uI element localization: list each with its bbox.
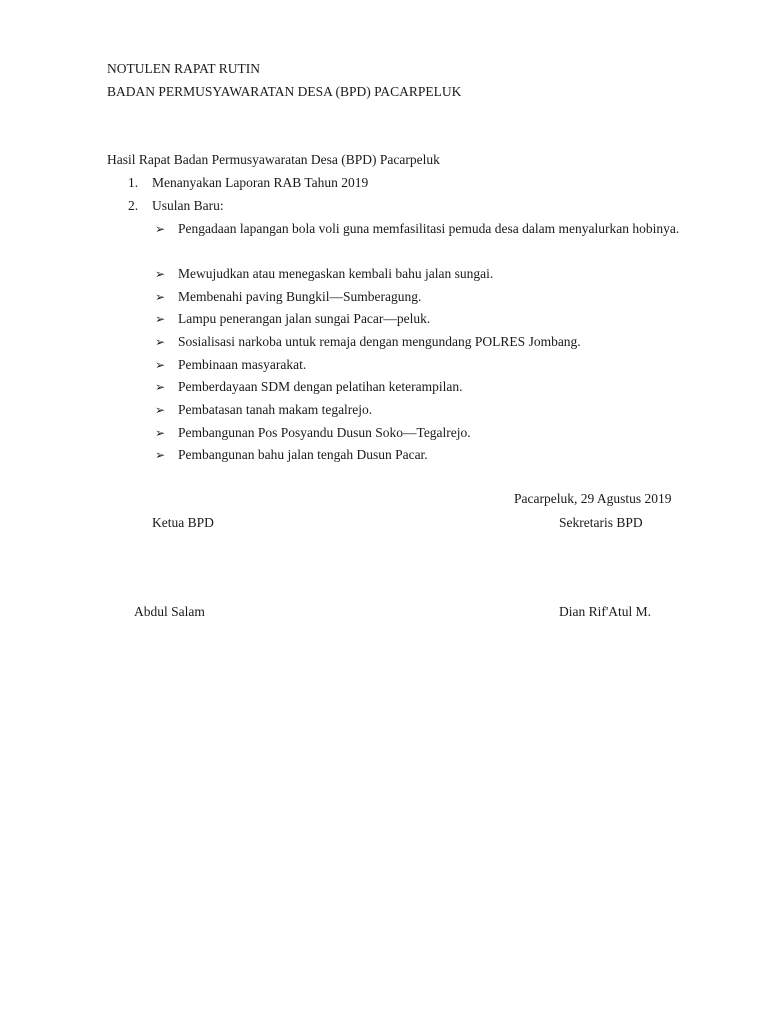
proposal-item [155, 310, 700, 331]
arrow-bullet-icon: ➢ [155, 222, 166, 236]
proposal-text: Pengadaan lapangan bola voli guna memfasilitasi pemuda desa dalam menyalurkan hobinya. [178, 221, 680, 236]
proposal-item [155, 288, 700, 309]
proposal-text: Lampu penerangan jalan sungai Pacar—peluk. [178, 311, 431, 326]
proposal-text: Pembangunan Pos Posyandu Dusun Soko—Tegalrejo. [178, 425, 471, 440]
arrow-bullet-icon: ➢ [155, 403, 166, 417]
document-title: NOTULEN RAPAT RUTIN [107, 61, 261, 76]
document-subtitle: BADAN PERMUSYAWARATAN DESA (BPD) PACARPELUK [107, 84, 462, 99]
proposal-item [155, 265, 700, 286]
item-text: Menanyakan Laporan RAB Tahun 2019 [152, 175, 369, 190]
arrow-bullet-icon: ➢ [155, 312, 166, 326]
arrow-bullet-icon: ➢ [155, 448, 166, 462]
proposal-item [155, 446, 700, 467]
intro-text: Hasil Rapat Badan Permusyawaratan Desa (BPD) Pacarpeluk [107, 152, 440, 167]
item-text: Usulan Baru: [152, 198, 224, 213]
proposal-text: Sosialisasi narkoba untuk remaja dengan mengundang POLRES Jombang. [178, 334, 581, 349]
arrow-bullet-icon: ➢ [155, 290, 166, 304]
proposal-item [155, 401, 700, 422]
signer-name-right: Dian Rif'Atul M. [559, 604, 652, 619]
proposal-item [155, 378, 700, 399]
proposal-item [155, 356, 700, 377]
proposal-text: Membenahi paving Bungkil—Sumberagung. [178, 289, 422, 304]
proposal-item [155, 220, 700, 241]
signer-name-left: Abdul Salam [134, 604, 205, 619]
proposal-item [155, 333, 700, 354]
numbered-item-1 [128, 174, 368, 192]
numbered-item-2 [128, 197, 224, 215]
item-number: 2. [128, 198, 139, 213]
proposal-text: Pemberdayaan SDM dengan pelatihan keterampilan. [178, 379, 463, 394]
arrow-bullet-icon: ➢ [155, 426, 166, 440]
item-number: 1. [128, 175, 139, 190]
place-date: Pacarpeluk, 29 Agustus 2019 [514, 491, 672, 506]
arrow-bullet-icon: ➢ [155, 358, 166, 372]
proposal-item [155, 424, 700, 445]
proposal-text: Pembangunan bahu jalan tengah Dusun Pacar. [178, 447, 428, 462]
arrow-bullet-icon: ➢ [155, 335, 166, 349]
arrow-bullet-icon: ➢ [155, 267, 166, 281]
proposal-text: Mewujudkan atau menegaskan kembali bahu jalan sungai. [178, 266, 494, 281]
signer-role-right: Sekretaris BPD [559, 515, 643, 530]
proposal-text: Pembatasan tanah makam tegalrejo. [178, 402, 373, 417]
proposal-text: Pembinaan masyarakat. [178, 357, 307, 372]
signer-role-left: Ketua BPD [152, 515, 214, 530]
arrow-bullet-icon: ➢ [155, 380, 166, 394]
